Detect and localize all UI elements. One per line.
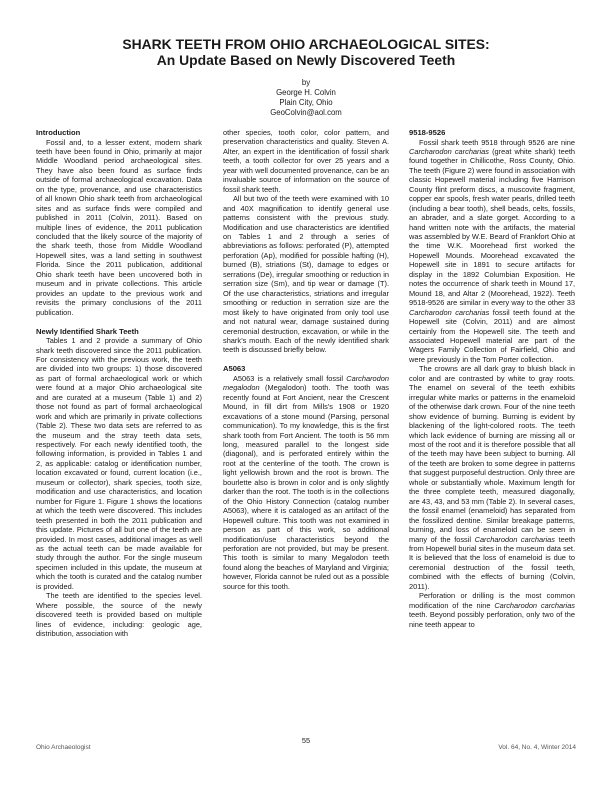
page-number: 55 — [301, 736, 311, 745]
column-2 — [223, 128, 389, 591]
teeth-9518-paragraph-3: Perforation or drilling is the most common modification of the nine Carcharodon carcharias teeth. Beyond possibly perforation, only two of the nine teeth appear to — [409, 591, 575, 629]
new-teeth-paragraph-2: The teeth are identified to the species level. Where possible, the source of the newly discovered teeth is provided based on multiple lines of evidence, including: geologic age, distribution, association with — [36, 591, 202, 639]
introduction-paragraph: Fossil and, to a lesser extent, modern shark teeth have been found in Ohio, primarily at major Middle Woodland period archaeological sites. They have also been found as surface finds outside of formal archaeological excavation. Data on the type, provenance, and use characteristics of all known Ohio shark teeth from archaeological sites and as surface finds were compiled and published in 2011 (Colvin, 2011). Based on multiple lines of evidence, the 2011 publication concluded that the likely source of the majority of the shark teeth, those from Middle Woodland Hopewell sites, was a land setting in southwest Florida. Since the 2011 publication, additional Ohio shark teeth have been uncovered both in museum and in private collections. This article provides an update to the previous work and revisits the primary conclusions of the 2011 publication. — [36, 137, 202, 317]
article-body — [36, 128, 576, 698]
teeth-9518-paragraph-2: The crowns are all dark gray to bluish black in color and are contrasted by white to gray roots. The enamel on several of the teeth exhibits irregular white marks or patterns in the enameloid of the otherwise dark crown. Four of the nine teeth show evidence of burning. Burning is evident by blackening of the light-colored roots. The teeth which lack evidence of burning are missing all or most of the root and it is therefore possible that all of the teeth may have been subject to burning. All of the teeth are broken to some degree in patterns that suggest purposeful destruction. Only three are whole or substantially whole. Maximum length for the three complete teeth, measured diagonally, are 43, 43, and 53 mm (Table 2). In several cases, the fossil enamel (enameloid) has separated from the fossilized dentine. Similar breakage patterns, burning, and loss of enameloid can be seen in many of the fossil Carcharodon carcharias teeth from Hopewell burial sites in the museum data set. It is believed that the loss of enameloid is due to ceremonial destruction of the fossil teeth, combined with the effects of burning (Colvin, 2011). — [409, 364, 576, 591]
article-title: SHARK TEETH FROM OHIO ARCHAEOLOGICAL SITES: — [122, 36, 490, 52]
volume-info: Vol. 64, No. 4, Winter 2014 — [498, 744, 576, 751]
a5063-paragraph: A5063 is a relatively small fossil Carcharodon megalodon (Megalodon) tooth. The tooth was recently found at Fort Ancient, near the Crescent Mound, in fill dirt from Mills’s 1908 or 1920 excavations of a stone mound (Parsing, personal communication). To my knowledge, this is the first shark tooth from Fort Ancient. The tooth is 56 mm long, measured parallel to the longest side (diagonal), and is perforated entirely within the root at the centerline of the tooth. The crown is light yellowish brown and the root is brown. The bourlette also is brown in color and is only slightly darker than the root. The tooth is in the collections of the Ohio History Connection (catalog number A5063), where it is cataloged as an artifact of the Hopewell culture. This tooth was not examined in person as part of this work, so additional modification/use characteristics beyond the perforation are not provided, but may be present. This tooth is similar to many Megalodon teeth found along the beaches of Maryland and Virginia; however, Florida cannot be ruled out as a possible source for this tooth. — [223, 373, 389, 591]
a5063-heading: A5063 — [223, 364, 246, 374]
author-location: Plain City, Ohio — [279, 98, 333, 107]
introduction-heading: Introduction — [36, 128, 81, 137]
author-name: George H. Colvin — [276, 88, 336, 97]
teeth-9518-paragraph-1: Fossil shark teeth 9518 through 9526 are nine Carcharodon carcharias (great white shark) teeth found together in Chillicothe, Ross County, Ohio. The teeth (Figure 2) were found in association with classic Hopewell material including five Harrison County flint preform discs, a muscovite fragment, copper ear spools, fresh water pearls, drilled teeth (including a bear tooth), shell beads, celts, fossils, an abrader, and a slate gorget. According to a hand written note with the artifacts, the material was assembled by W.E. Beard of Frankfort Ohio at the time W.K. Moorehead first worked the Hopewell Mounds. Moorehead excavated the Hopewell site in 1891 to secure artifacts for display in the 1892 Columbian Exposition. He notes the occurrence of shark teeth in Mound 17, Mound 18, and Altar 2 (Moorehead, 1922). Teeth 9518-9526 are similar in every way to the other 33 Carcharodon carcharias fossil teeth found at the Hopewell site (Colvin, 2011) and are almost certainly from the Hopewell site. The teeth and associated Hopewell material are part of the Wagers Family Collection of Fairfield, Ohio and were previously in the Tom Porter collection. — [409, 137, 575, 364]
continued-paragraph: other species, tooth color, color pattern, and preservation characteristics and quality. Steven A. Alter, an expert in the identification of fossil shark teeth, a tooth collector for over 25 years and a year with well documented provenance, can be an invaluable source of information on the source of fossil shark teeth. — [223, 128, 389, 194]
byline-by: by — [301, 78, 311, 87]
examination-paragraph: All but two of the teeth were examined with 10 and 40X magnification to identify general use patterns consistent with the previous study. Modification and use characteristics are identified on Tables 1 and 2 through a series of abbreviations as follows: perforated (P), attempted perforation (Ap), modified for possible hafting (H), burned (B), striations (St), damage to edges or serrations (De), irregular smoothing or reduction in serration size (Sm), and tip wear or damage (T). Of the use characteristics, striations and irregular smoothing or reduction in serration size are the most likely to have originated from only tool use and not natural wear, damage sustained during ceremonial destruction, excavation, or while in the shark’s mouth. Each of the newly identified shark teeth is discussed briefly below. — [223, 194, 389, 355]
author-email[interactable]: GeoColvin@aol.com — [270, 108, 342, 117]
article-subtitle: An Update Based on Newly Discovered Teeth — [156, 52, 456, 68]
teeth-9518-9526-heading: 9518-9526 — [409, 128, 446, 137]
column-3 — [409, 128, 575, 629]
article-page — [36, 36, 576, 756]
journal-name: Ohio Archaeologist — [36, 744, 91, 751]
page-footer — [36, 736, 576, 756]
column-1 — [36, 128, 202, 639]
new-teeth-heading: Newly Identified Shark Teeth — [36, 326, 139, 336]
new-teeth-paragraph-1: Tables 1 and 2 provide a summary of Ohio shark teeth discovered since the 2011 publication. For consistency with the previous work, the teeth are divided into two groups: 1) those discovered as part of formal archaeological work or which were found at a major Ohio archaeological site and are curated at a museum (Table 1) and 2) those not found as part of formal archaeological work and which are primarily in private collections (Table 2). These two data sets are referred to as the museum and the stray teeth data sets, respectively. For each newly identified tooth, the following information, is provided in Tables 1 and 2, as applicable: catalog or identification number, location excavated or found, current location (i.e., museum or collector), shark species, tooth size, modification and use characteristics, and location number for Figure 1. Figure 1 shows the locations at which the teeth were discovered. This includes teeth presented in both the 2011 publication and this update. Pictures of all but one of the teeth are provided. In most cases, additional images as well as the actual teeth can be made available for study through the author. For the single museum specimen included in this update, the museum at which the tooth is curated and the catalog number is provided. — [36, 336, 202, 591]
